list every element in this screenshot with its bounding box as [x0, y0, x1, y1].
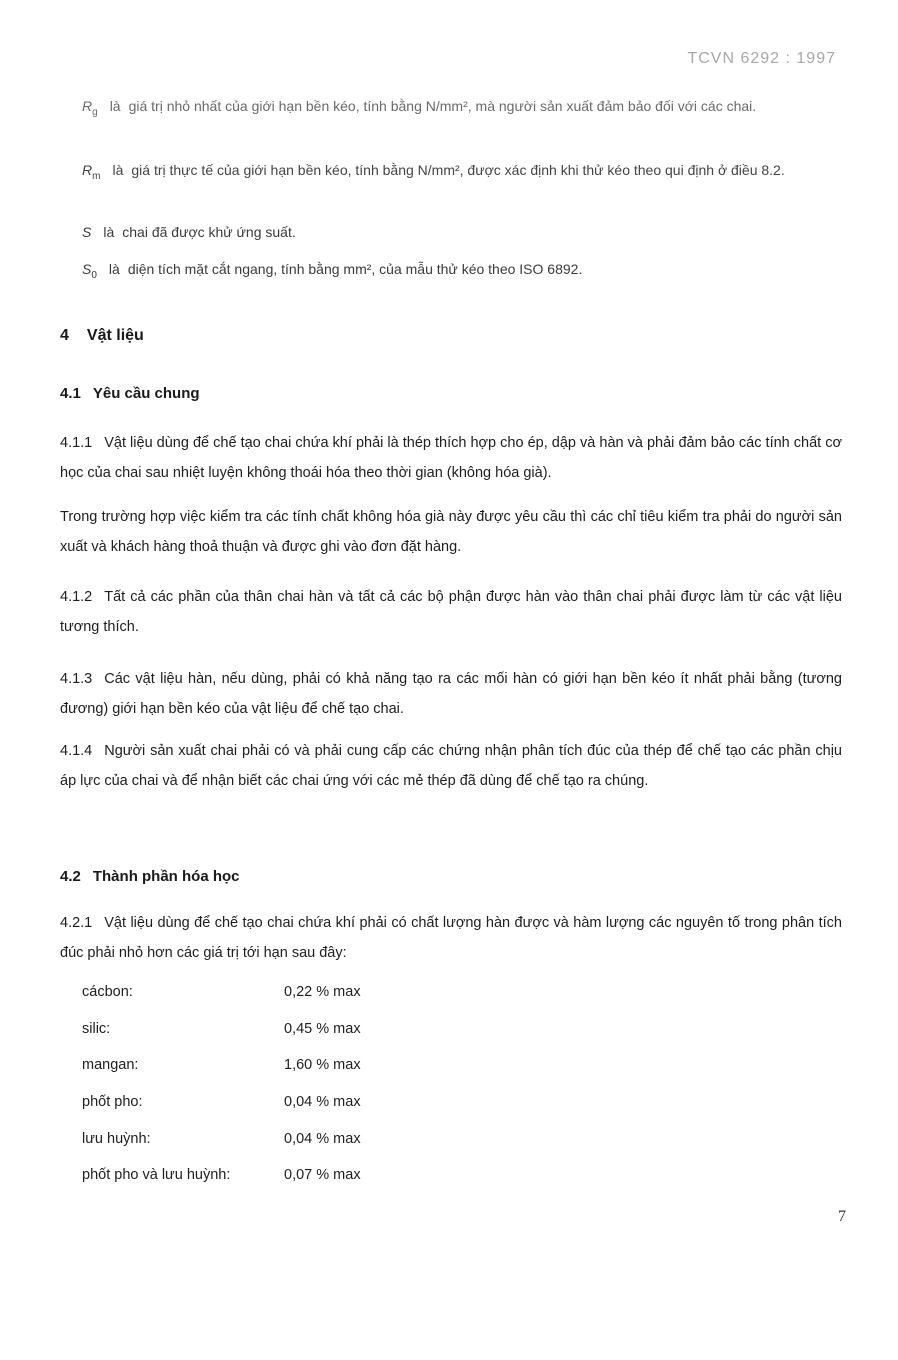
clause-4-2-1 [60, 908, 842, 968]
element-limit-value: 0,22 % max [284, 984, 361, 1001]
element-name: silic: [82, 1020, 111, 1037]
clause-number: 4.1.4 [60, 743, 93, 759]
element-name: lưu huỳnh: [82, 1130, 151, 1147]
clause-4-1-2 [60, 582, 842, 642]
definition-text: giá trị thực tế của giới hạn bền kéo, tính bằng N/mm², được xác định khi thử kéo theo qui định ở điều 8.2. [131, 162, 785, 178]
subsection-heading-chemical-composition [60, 868, 240, 885]
subsection-number: 4.2 [60, 868, 81, 885]
element-limit-value: 1,60 % max [284, 1057, 361, 1074]
definition-connector: là [108, 261, 120, 277]
element-name: cácbon: [82, 984, 133, 1001]
definition-text: diện tích mặt cắt ngang, tính bằng mm², của mẫu thử kéo theo ISO 6892. [127, 261, 583, 277]
clause-text: Người sản xuất chai phải có và phải cung cấp các chứng nhận phân tích đúc của thép để chế tạo các phần chịu áp lực của chai và để nhận biết các chai ứng với các mẻ thép đã dùng để chế tạo ra chúng. [60, 743, 842, 789]
definition-symbol: $R_m$ [82, 162, 101, 182]
element-name: mangan: [82, 1057, 139, 1074]
subsection-title: Yêu cầu chung [92, 385, 200, 402]
definition-s [82, 219, 842, 246]
element-limit-value: 0,45 % max [284, 1020, 361, 1037]
definition-rm [82, 157, 842, 190]
list-item [82, 974, 422, 1011]
definition-connector: là [112, 162, 124, 178]
clause-4-1-1-extra: Trong trường hợp việc kiểm tra các tính chất không hóa già này được yêu cầu thì các chỉ tiêu kiểm tra phải do người sản xuất và khách hàng thoả thuận và được ghi vào đơn đặt hàng. [60, 509, 842, 555]
definition-symbol: S [82, 224, 92, 240]
element-limit-value: 0,04 % max [284, 1094, 361, 1111]
element-limits-list [82, 974, 422, 1194]
standard-code-header: TCVN 6292 : 1997 [687, 50, 836, 67]
definition-s0 [82, 256, 842, 289]
section-title: Vật liệu [86, 327, 144, 344]
clause-4-1-4 [60, 736, 842, 796]
clause-number: 4.1.1 [60, 435, 93, 451]
list-item [82, 1011, 422, 1048]
clause-number: 4.1.2 [60, 589, 93, 605]
clause-4-1-3 [60, 664, 842, 724]
list-item [82, 1047, 422, 1084]
clause-number: 4.2.1 [60, 915, 93, 931]
definition-connector: là [109, 98, 121, 114]
definition-text: chai đã được khử ứng suất. [122, 224, 296, 240]
element-name: phốt pho và lưu huỳnh: [82, 1167, 231, 1184]
list-item [82, 1157, 422, 1194]
clause-text: Tất cả các phần của thân chai hàn và tất cả các bộ phận được hàn vào thân chai phải được làm từ các vật liệu tương thích. [60, 589, 842, 635]
element-limit-value: 0,07 % max [284, 1167, 361, 1184]
clause-text: Các vật liệu hàn, nếu dùng, phải có khả năng tạo ra các mối hàn có giới hạn bền kéo ít nhất phải bằng (tương đương) giới hạn bền kéo của vật liệu để chế tạo chai. [60, 671, 842, 717]
subsection-number: 4.1 [60, 385, 81, 402]
definition-symbol: $S_0$ [82, 261, 97, 281]
element-name: phốt pho: [82, 1094, 143, 1111]
clause-4-1-1 [60, 428, 842, 488]
definition-text: giá trị nhỏ nhất của giới hạn bền kéo, tính bằng N/mm², mà người sản xuất đảm bảo đối với các chai. [128, 98, 757, 114]
definition-connector: là [103, 224, 115, 240]
definition-symbol: $R_g$ [82, 98, 98, 118]
clause-text: Vật liệu dùng để chế tạo chai chứa khí phải là thép thích hợp cho ép, dập và hàn và phải đảm bảo các tính chất cơ học của chai sau nhiệt luyện không thoái hóa theo thời gian (không hóa già). [60, 435, 842, 481]
subsection-heading-general [60, 385, 200, 402]
clause-text: Vật liệu dùng để chế tạo chai chứa khí phải có chất lượng hàn được và hàm lượng các nguyên tố trong phân tích đúc phải nhỏ hơn các giá trị tới hạn sau đây: [60, 915, 842, 961]
element-limit-value: 0,04 % max [284, 1130, 361, 1147]
list-item [82, 1084, 422, 1121]
clause-number: 4.1.3 [60, 671, 93, 687]
list-item [82, 1120, 422, 1157]
section-number: 4 [60, 327, 69, 344]
definition-rg [82, 93, 842, 126]
subsection-title: Thành phần hóa học [92, 868, 240, 885]
page-number: 7 [838, 1208, 846, 1225]
section-heading-materials [60, 327, 144, 345]
